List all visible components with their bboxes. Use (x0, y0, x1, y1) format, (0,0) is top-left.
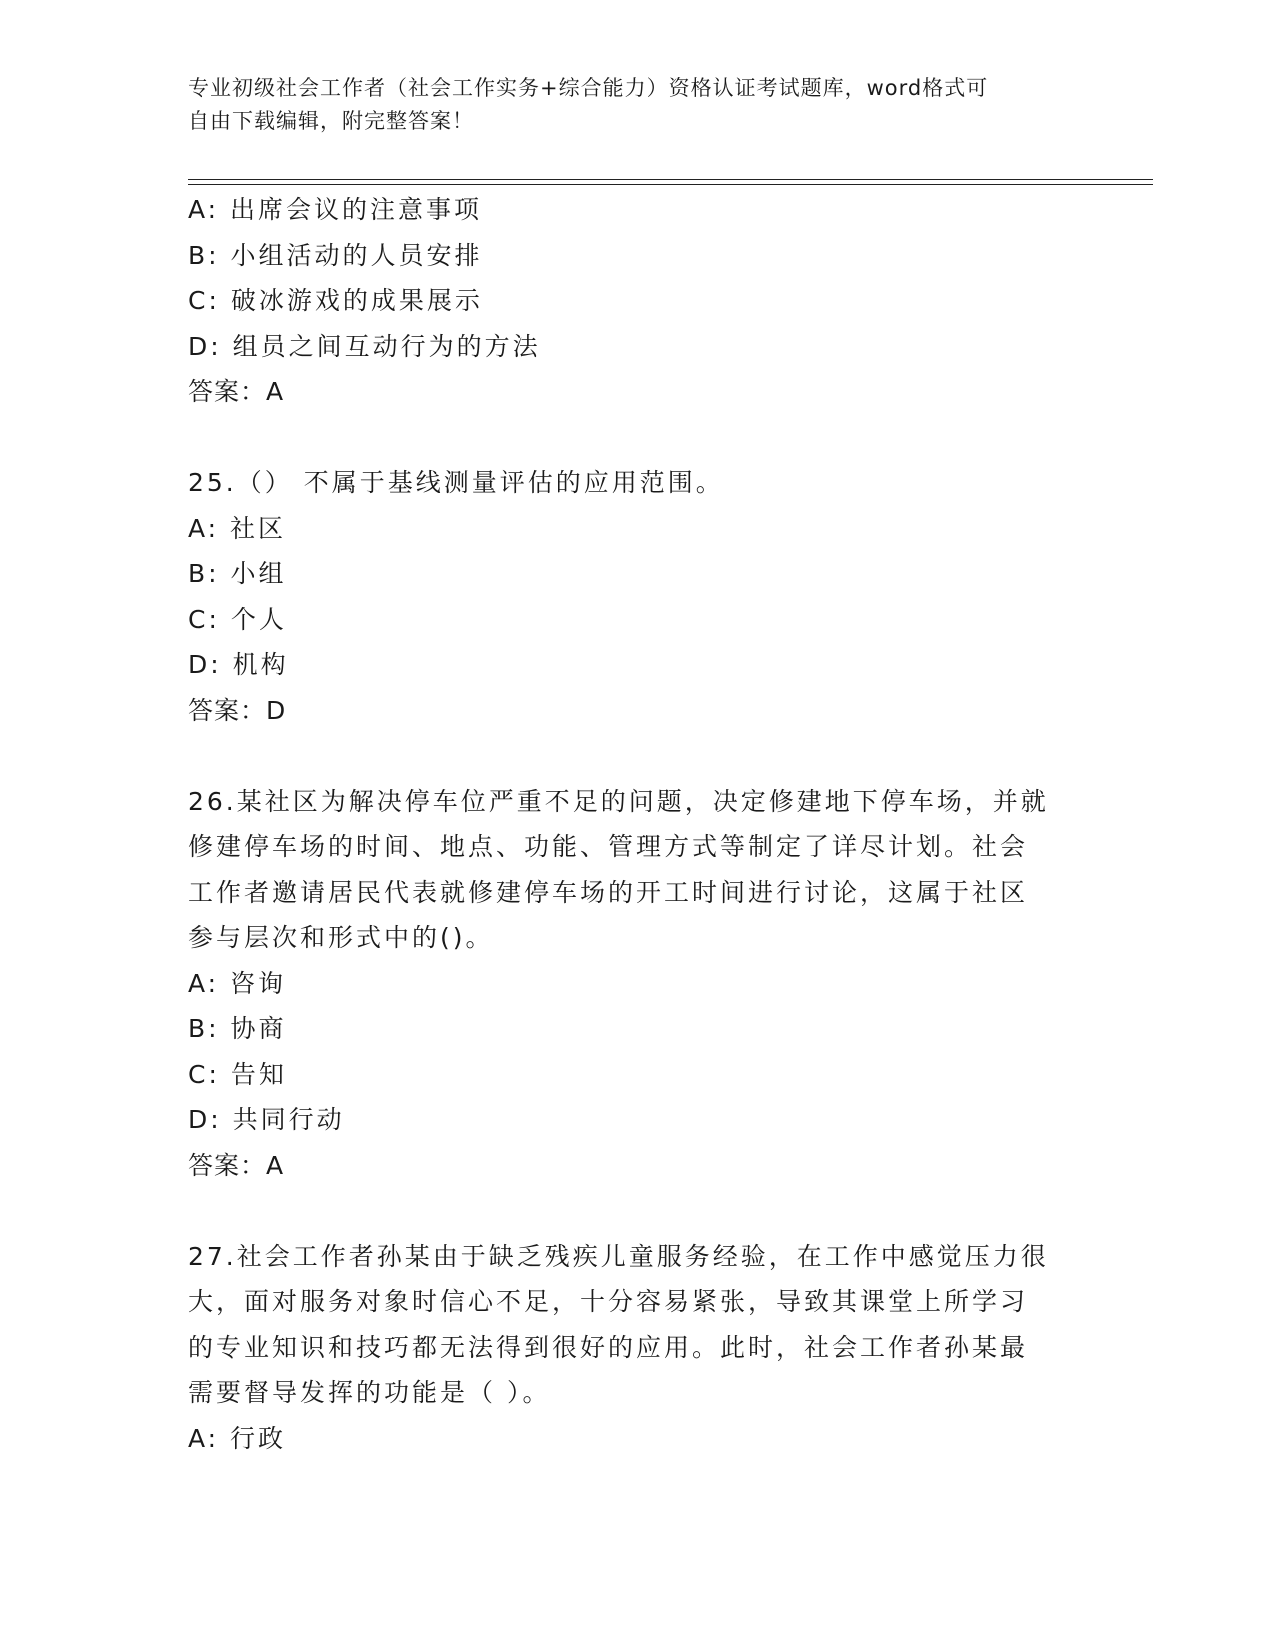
header-divider-bottom (188, 184, 1153, 185)
stem-line: 参与层次和形式中的()。 (188, 923, 494, 952)
question-25 (188, 460, 1088, 733)
option-c: C: 破冰游戏的成果展示 (188, 286, 483, 315)
option-a: A: 社区 (188, 513, 287, 543)
stem-line: 26.某社区为解决停车位严重不足的问题，决定修建地下停车场，并就 (188, 786, 1049, 816)
spacer (188, 1188, 1088, 1234)
option-d: D: 机构 (188, 650, 289, 679)
option-b: B: 小组活动的人员安排 (188, 240, 483, 270)
stem-line: 的专业知识和技巧都无法得到很好的应用。此时，社会工作者孙某最 (188, 1332, 1029, 1362)
option-a: A: 咨询 (188, 968, 287, 998)
stem-line: 25.（） 不属于基线测量评估的应用范围。 (188, 468, 724, 497)
question-content (188, 187, 1088, 1461)
option-c: C: 个人 (188, 604, 287, 634)
option-b: B: 协商 (188, 1014, 287, 1043)
header-line-2: 自由下载编辑，附完整答案！ (188, 109, 474, 133)
question-26 (188, 779, 1088, 1189)
answer-line: 答案：A (188, 1150, 285, 1180)
question-prev (188, 187, 1088, 415)
option-a: A: 行政 (188, 1423, 287, 1453)
stem-line: 工作者邀请居民代表就修建停车场的开工时间进行讨论，这属于社区 (188, 877, 1029, 907)
question-stem (188, 779, 1088, 961)
stem-line: 大，面对服务对象时信心不足，十分容易紧张，导致其课堂上所学习 (188, 1287, 1029, 1316)
answer-line: 答案：A (188, 377, 285, 406)
option-b: B: 小组 (188, 559, 287, 588)
option-c: C: 告知 (188, 1059, 287, 1089)
question-27 (188, 1234, 1088, 1462)
option-a: A: 出席会议的注意事项 (188, 195, 483, 224)
answer-line: 答案：D (188, 695, 287, 725)
question-stem (188, 1234, 1088, 1416)
stem-line: 27.社会工作者孙某由于缺乏残疾儿童服务经验，在工作中感觉压力很 (188, 1241, 1049, 1271)
document-header (188, 72, 1088, 138)
header-line-1: 专业初级社会工作者（社会工作实务+综合能力）资格认证考试题库，word格式可 (188, 76, 989, 100)
spacer (188, 733, 1088, 779)
option-d: D: 共同行动 (188, 1105, 345, 1134)
spacer (188, 415, 1088, 461)
option-d: D: 组员之间互动行为的方法 (188, 331, 541, 361)
question-stem (188, 460, 1088, 506)
stem-line: 修建停车场的时间、地点、功能、管理方式等制定了详尽计划。社会 (188, 832, 1029, 861)
header-divider-top (188, 179, 1153, 180)
stem-line: 需要督导发挥的功能是（ ）。 (188, 1378, 551, 1407)
